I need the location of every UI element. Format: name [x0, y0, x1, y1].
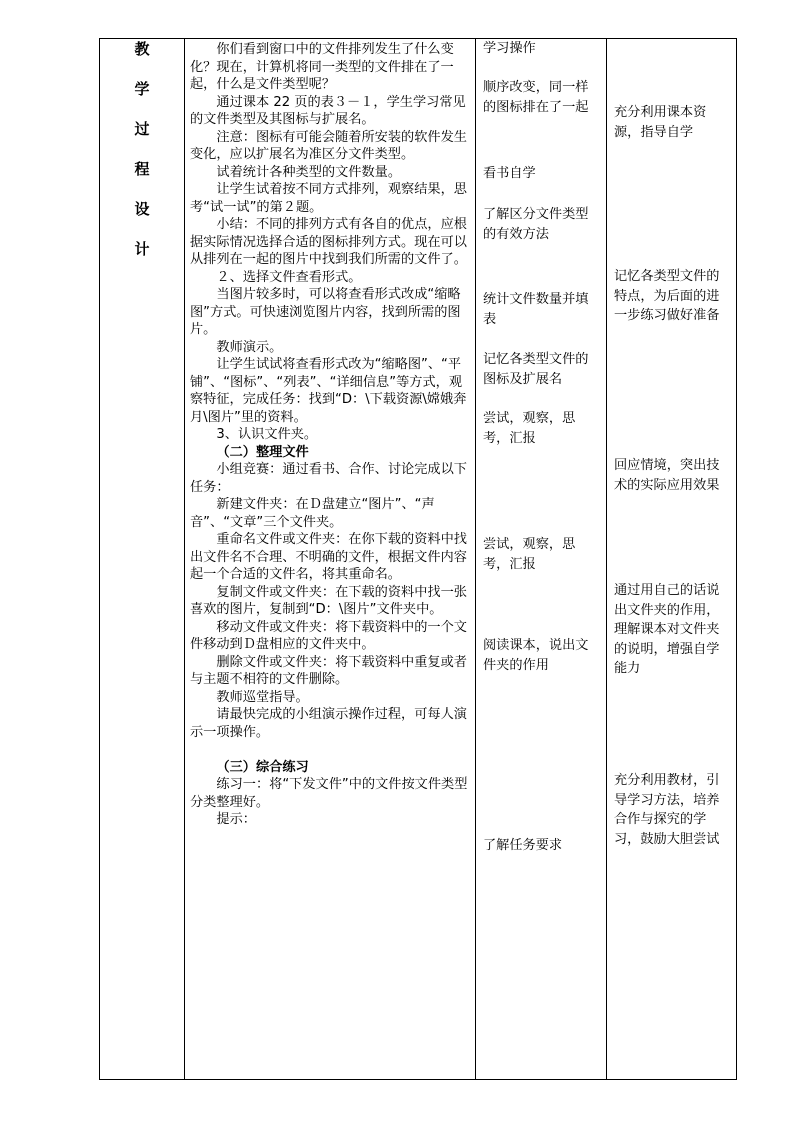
student-activity-note: 了解区分文件类型的有效方法: [483, 207, 589, 242]
content-paragraph: 当图片较多时，可以将查看形式改成“缩略图”方式。可快速浏览图片内容，找到所需的图片。: [190, 287, 461, 337]
teaching-content-cell: [185, 39, 476, 1080]
student-activity-note: 顺序改变，同一样的图标排在了一起: [483, 80, 589, 115]
content-paragraph: 练习一：将“下发文件”中的文件按文件类型分类整理好。: [190, 777, 468, 810]
table-row: [100, 39, 737, 1080]
row-label-char: 计: [134, 240, 150, 258]
design-intent-note: 充分利用教材，引导学习方法，培养合作与探究的学习，鼓励大胆尝试: [614, 773, 720, 847]
content-paragraph: 教师演示。: [216, 339, 283, 355]
content-paragraph: 提示：: [216, 812, 256, 827]
student-activity: [476, 39, 606, 1079]
row-label-cell: [100, 39, 185, 1080]
row-label-char: 学: [134, 80, 150, 98]
row-label-char: 程: [134, 160, 150, 178]
section-heading: （二）整理文件: [216, 444, 309, 460]
content-paragraph: 小结：不同的排列方式有各自的优点，应根据实际情况选择合适的图标排列方式。现在可以从排列在一起的图片中找到我们所需的文件了。: [190, 217, 467, 267]
row-label-char: 教: [134, 40, 150, 58]
student-activity-note: 看书自学: [483, 166, 536, 181]
content-paragraph: 删除文件或文件夹：将下载资料中重复或者与主题不相符的文件删除。: [190, 654, 467, 687]
student-activity-note: 尝试，观察，思考，汇报: [483, 537, 576, 572]
content-paragraph: 移动文件或文件夹：将下载资料中的一个文件移动到Ｄ盘相应的文件夹中。: [190, 619, 467, 652]
content-paragraph: 新建文件夹：在Ｄ盘建立“图片”、“声音”、“文章”三个文件夹。: [190, 497, 435, 530]
design-intent-note: 通过用自己的话说出文件夹的作用，理解课本对文件夹的说明，增强自学能力: [614, 583, 720, 676]
content-paragraph: 你们看到窗口中的文件排列发生了什么变化？现在，计算机将同一类型的文件排在了一起，什么是文件类型呢？: [190, 42, 454, 92]
content-paragraph: 通过课本 22 页的表３－１，学生学习常见的文件类型及其图标与扩展名。: [190, 94, 466, 127]
student-activity-cell: [476, 39, 607, 1080]
content-paragraph: 复制文件或文件夹：在下载的资料中找一张喜欢的图片，复制到“D：\图片”文件夹中。: [190, 584, 467, 617]
design-intent-cell: [607, 39, 737, 1080]
content-paragraph: 重命名文件或文件夹：在你下载的资料中找出文件名不合理、不明确的文件，根据文件内容起一个合适的文件名，将其重命名。: [190, 532, 467, 582]
design-intent-note: 回应情境，突出技术的实际应用效果: [614, 458, 720, 493]
content-paragraph: 3、认识文件夹。: [216, 427, 318, 442]
student-activity-note: 记忆各类型文件的图标及扩展名: [483, 352, 589, 387]
row-label-char: 过: [134, 120, 150, 138]
student-activity-note: 阅读课本，说出文件夹的作用: [483, 638, 589, 673]
student-activity-note: 学习操作: [483, 41, 536, 56]
design-intent-note: 充分利用课本资源，指导自学: [614, 105, 707, 140]
row-label-char: 设: [134, 200, 150, 218]
content-paragraph: 试着统计各种类型的文件数量。: [216, 164, 402, 180]
content-paragraph: 让学生试试将查看形式改为“缩略图”、“平铺”、“图标”、“列表”、“详细信息”等方式，观察特征，完成任务：找到“D：\下载资源\嫦娥奔月\图片”里的资料。: [190, 357, 467, 425]
design-intent: [607, 39, 736, 1079]
teaching-content: [185, 39, 475, 829]
design-intent-note: 记忆各类型文件的特点，为后面的进一步练习做好准备: [614, 269, 720, 323]
lesson-plan-table: [99, 38, 737, 1080]
content-paragraph: 请最快完成的小组演示操作过程，可每人演示一项操作。: [190, 707, 467, 740]
student-activity-note: 尝试，观察，思考，汇报: [483, 411, 576, 446]
content-paragraph: 注意：图标有可能会随着所安装的软件发生变化，应以扩展名为准区分文件类型。: [190, 129, 467, 162]
student-activity-note: 了解任务要求: [483, 838, 563, 853]
section-heading: （三）综合练习: [216, 759, 309, 775]
content-paragraph: ２、选择文件查看形式。: [216, 269, 362, 285]
content-paragraph: 教师巡堂指导。: [216, 689, 309, 705]
content-paragraph: 小组竞赛：通过看书、合作、讨论完成以下任务：: [190, 462, 467, 495]
student-activity-note: 统计文件数量并填表: [483, 292, 589, 327]
content-paragraph: 让学生试着按不同方式排列，观察结果，思考“试一试”的第２题。: [190, 182, 467, 215]
row-label: [100, 39, 184, 260]
